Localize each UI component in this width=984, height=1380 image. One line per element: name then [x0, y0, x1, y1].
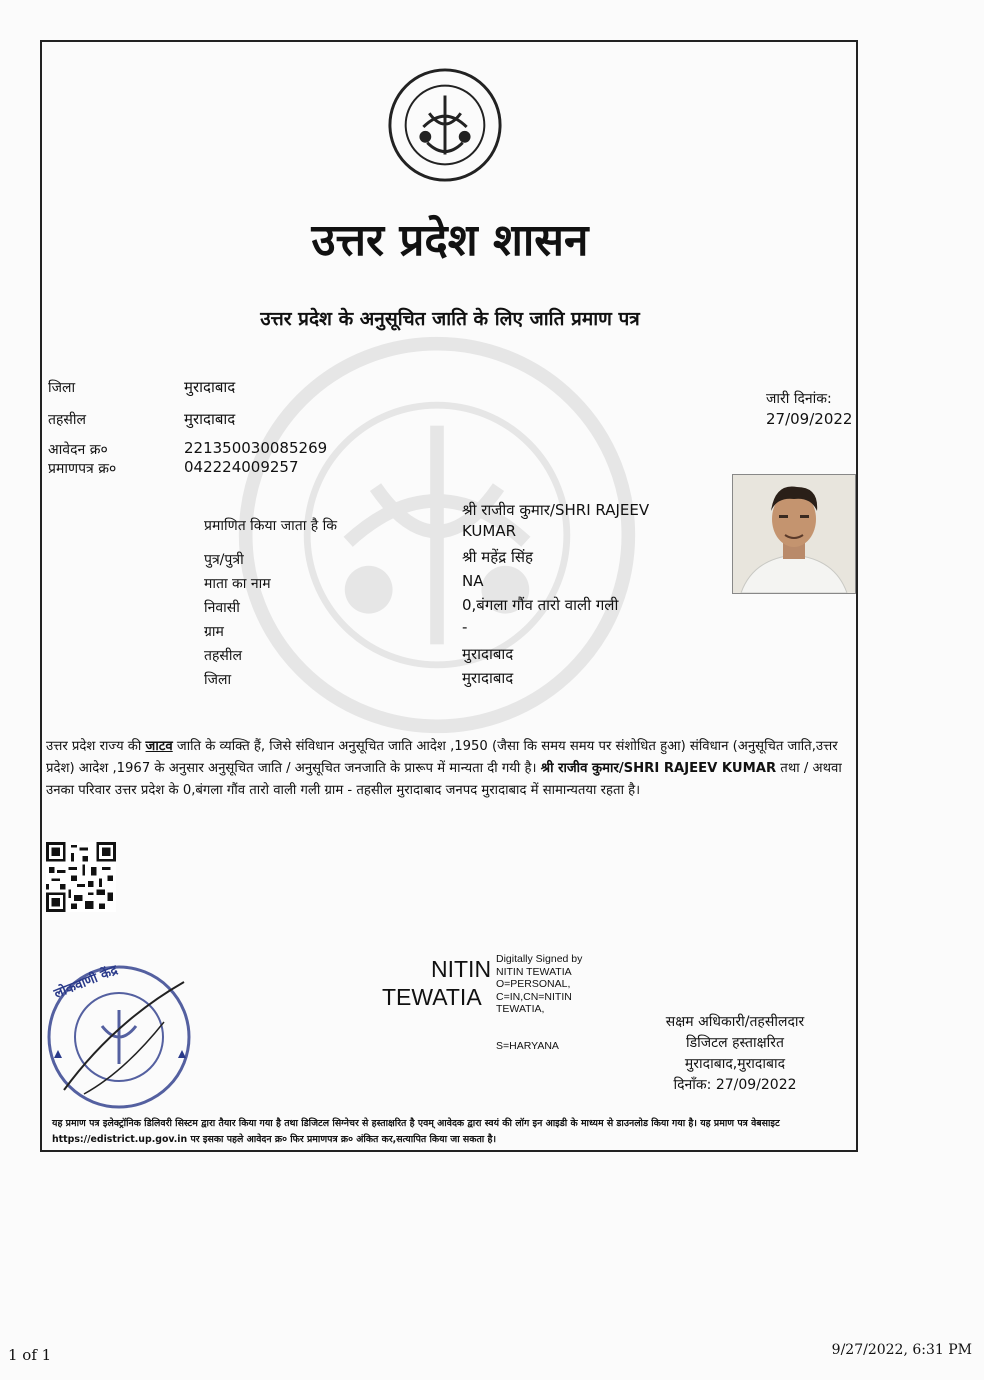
officer-digitally-signed: डिजिटल हस्ताक्षरित [686, 1035, 784, 1051]
detail-district-value: मुरादाबाद [462, 669, 514, 687]
statement-part1: उत्तर प्रदेश राज्य की [46, 739, 146, 754]
name-value-line2: KUMAR [462, 522, 517, 540]
resident-value: 0,बंगला गौंव तारो वाली गली [462, 596, 619, 614]
father-value: श्री महेंद्र सिंह [462, 548, 533, 566]
officer-designation: सक्षम अधिकारी/तहसीलदार [665, 1014, 805, 1030]
statement-part3: तथा / अथवा उनका परिवार उत्तर प्रदेश के 0,बंगला गौंव तारो वाली गली ग्राम - तहसील मुरादाबाद जनपद मुरादाबाद में सामान्यतया रहता है। [46, 761, 842, 798]
certificate-no-value: 042224009257 [184, 458, 299, 476]
district-label: जिला [48, 380, 76, 396]
certified-that-label: प्रमाणित किया जाता है कि [204, 518, 338, 534]
government-title: उत्तर प्रदेश शासन [311, 215, 589, 266]
digital-sign-line: TEWATIA, [496, 1003, 545, 1015]
issue-date-value: 27/09/2022 [766, 410, 853, 428]
statement-part2: जाति के व्यक्ति हैं, जिसे संविधान अनुसूचित जाति आदेश ,1950 (जैसा कि समय समय पर संशोधित हुआ) संविधान (अनुसूचित जाति,उत्तर प्रदेश) आदेश ,1967 के अनुसार अनुसूचित जाति / अनुसूचित जनजाति के प्रारूप में मान्यता दी गयी है। [46, 739, 838, 776]
village-label: ग्राम [204, 624, 224, 640]
digital-sign-line: S=HARYANA [496, 1039, 559, 1052]
application-no-label: आवेदन क्र० [48, 442, 108, 458]
detail-district-label: जिला [204, 672, 232, 688]
certificate-statement [46, 736, 852, 802]
signer-first-name: NITIN [431, 956, 492, 982]
page-count: 1 of 1 [8, 1346, 52, 1364]
officer-block [630, 1012, 840, 1096]
tehsil-label: तहसील [48, 412, 86, 428]
verification-footer: यह प्रमाण पत्र इलेक्ट्रॉनिक डिलिवरी सिस्टम द्वारा तैयार किया गया है तथा डिजिटल सिग्नेचर से हस्ताक्षरित है एवम् आवेदक द्वारा स्वयं की लॉग इन आइडी के माध्यम से डाउनलोड किया गया है। यह प्रमाण पत्र वेबसाइट https://edistrict.up.gov.in पर इसका पहले आवेदन क्र० फिर प्रमाणपत्र क्र० अंकित कर,सत्यापित किया जा सकता है। [52, 1118, 780, 1145]
name-value-line1: श्री राजीव कुमार/SHRI RAJEEV [462, 501, 650, 519]
father-label: पुत्र/पुत्री [204, 552, 244, 568]
digital-sign-line [496, 1016, 582, 1040]
mother-label: माता का नाम [204, 576, 271, 592]
print-timestamp: 9/27/2022, 6:31 PM [831, 1342, 972, 1358]
certificate-no-label: प्रमाणपत्र क्र० [48, 461, 117, 477]
village-value: - [462, 618, 468, 636]
district-value: मुरादाबाद [184, 378, 236, 396]
up-govt-emblem-icon [386, 66, 504, 184]
statement-person-name: श्री राजीव कुमार/SHRI RAJEEV KUMAR [540, 761, 777, 776]
detail-tehsil-value: मुरादाबाद [462, 645, 514, 663]
tehsil-value: मुरादाबाद [184, 410, 236, 428]
digital-signature-details [496, 953, 582, 1052]
resident-label: निवासी [204, 600, 240, 616]
digital-sign-line: C=IN,CN=NITIN [496, 990, 572, 1003]
mother-value: NA [462, 572, 484, 590]
stamp-text: लोकवाणी केंद्र [52, 962, 120, 1002]
issue-date-label: जारी दिनांक: [766, 391, 832, 407]
caste-name: जाटव [145, 739, 173, 754]
watermark-emblem-icon [232, 330, 642, 740]
digital-sign-line: NITIN TEWATIA [496, 965, 572, 978]
digital-sign-line: Digitally Signed by [496, 953, 583, 965]
qr-code-icon [46, 842, 116, 912]
application-no-value: 221350030085269 [184, 439, 328, 457]
applicant-photo [732, 474, 856, 594]
signer-last-name: TEWATIA [382, 984, 482, 1010]
officer-location: मुरादाबाद,मुरादाबाद [684, 1056, 786, 1072]
digital-sign-line: O=PERSONAL, [496, 978, 571, 990]
certificate-title: उत्तर प्रदेश के अनुसूचित जाति के लिए जाति प्रमाण पत्र [260, 308, 640, 330]
officer-date: दिनाँक: 27/09/2022 [673, 1077, 797, 1093]
person-photo-icon [733, 475, 855, 593]
detail-tehsil-label: तहसील [204, 648, 242, 664]
